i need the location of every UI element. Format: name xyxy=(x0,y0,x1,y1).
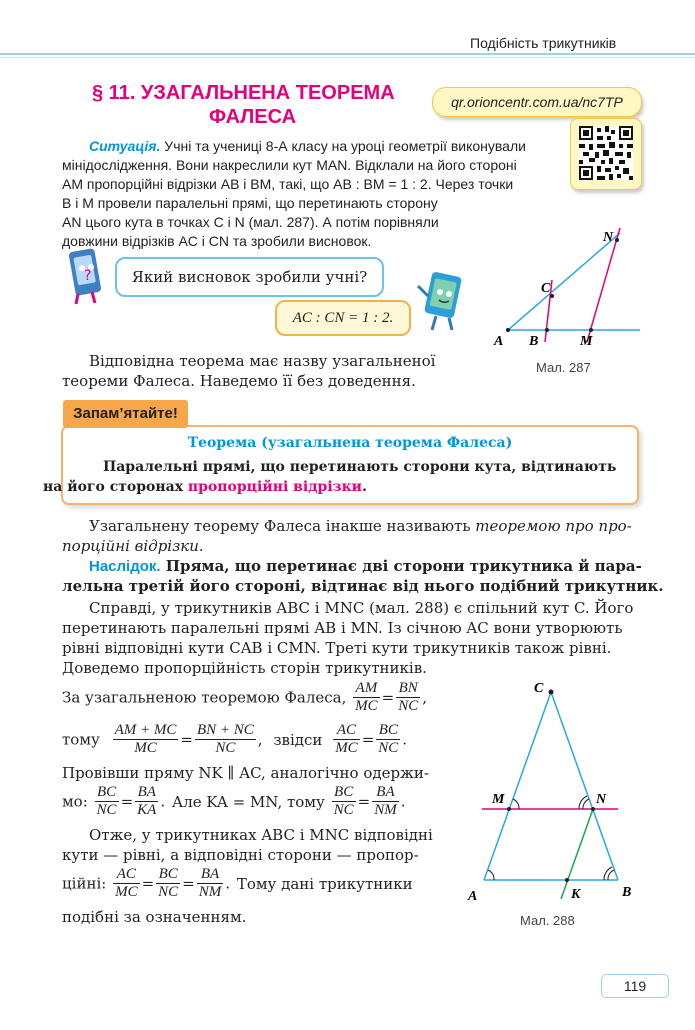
label-A: A xyxy=(468,889,478,904)
situation-line-2: мінідослідження. Вони накреслили кут MAN. Відклали на його стороні xyxy=(62,157,517,173)
formula-line-2: тому $\frac{AM + MC}{MC}$ = $\frac{BN + NC}{NC}$ , звідси $\frac{AC}{MC}$ = $\frac{BC}{NC}$ . xyxy=(62,722,408,756)
corollary-line-1: Наслідок. Пряма, що перетинає дві сторони трикутника й пара- xyxy=(89,557,642,575)
fraction: $\frac{BA}{KA}$ xyxy=(137,784,157,818)
question-bubble: Який висновок зробили учні? xyxy=(115,257,384,297)
situation-label: Ситуація. xyxy=(89,138,161,154)
formula-line-1: За узагальненою теоремою Фалеса, $\frac{AM}{MC}$ = $\frac{BN}{NC}$ , xyxy=(62,680,428,714)
theorem-box xyxy=(43,425,639,505)
situation-paragraph: Ситуація. Учні та учениці 8-А класу на уроці геометрії виконували xyxy=(89,138,526,154)
corollary-label: Наслідок. xyxy=(89,558,161,575)
fraction: $\frac{BC}{NC}$ xyxy=(378,722,399,756)
formula-line-4: ційні: $\frac{AC}{MC}$ = $\frac{BC}{NC}$ = $\frac{BA}{NM}$ . Тому дані трикутники xyxy=(62,866,413,900)
corollary-line-2: лельна третій його стороні, відтинає від нього подібний трикутник. xyxy=(62,577,664,595)
intro-line-2: теореми Фалеса. Наведемо її без доведення. xyxy=(62,372,416,390)
fraction: $\frac{BN}{NC}$ xyxy=(398,680,419,714)
figure-288-caption: Мал. 288 xyxy=(520,913,575,928)
intro-line-1: Відповідна теорема має назву узагальненої xyxy=(89,352,436,370)
side-CB xyxy=(551,692,618,880)
theorem-title: Теорема (узагальнена теорема Фалеса) xyxy=(187,435,513,451)
fraction: $\frac{AC}{MC}$ xyxy=(115,866,138,900)
fraction: $\frac{AC}{MC}$ xyxy=(335,722,358,756)
section-title-line2: ФАЛЕСА xyxy=(209,106,297,128)
remember-label: Запам’ятайте! xyxy=(63,400,188,428)
figure-287-caption: Мал. 287 xyxy=(536,360,591,375)
side-CA xyxy=(484,692,551,880)
fraction: $\frac{BA}{NM}$ xyxy=(374,784,397,818)
label-N: N xyxy=(596,792,607,807)
p6-line-2: кути — рівні, а відповідні сторони — пропор- xyxy=(62,846,419,864)
line-NK xyxy=(561,809,593,899)
fraction: $\frac{BN + NC}{NC}$ xyxy=(196,722,254,756)
p2-line-2: перетинають паралельні прямі AB і MN. Із січною AC вони утворюють xyxy=(62,619,623,637)
label-B: B xyxy=(622,885,632,900)
situation-line-3: AM пропорційні відрізки AB і BM, такі, що AB : BM = 1 : 2. Через точки xyxy=(62,176,514,192)
fraction: $\frac{AM}{MC}$ xyxy=(355,680,378,714)
line-MN xyxy=(587,228,620,342)
label-B: B xyxy=(529,334,539,349)
p6-line-1: Отже, у трикутниках ABC і MNC відповідні xyxy=(89,826,433,844)
label-A: A xyxy=(494,334,504,349)
p2-line-3: рівні відповідні кути CAB і CMN. Треті кути трикутників також рівні. xyxy=(62,639,612,657)
section-title: § 11. УЗАГАЛЬНЕНА ТЕОРЕМА xyxy=(92,82,395,104)
p5-line-1: Провівши пряму NK ∥ AC, аналогічно одержи- xyxy=(62,764,429,782)
p1-line-2: порційні відрізки. xyxy=(62,537,204,555)
resource-link[interactable]: qr.orioncentr.com.ua/nc7TP xyxy=(432,87,642,117)
p1-line-1: Узагальнену теорему Фалеса інакше називають теоремою про про- xyxy=(89,517,632,535)
fraction: $\frac{AM + MC}{MC}$ xyxy=(114,722,177,756)
fraction: $\frac{BA}{NM}$ xyxy=(198,866,222,900)
header-rule xyxy=(0,53,695,55)
situation-line-6: довжини відрізків AC і CN та зробили висновок. xyxy=(62,233,372,249)
label-M: M xyxy=(580,334,593,349)
label-M: M xyxy=(492,792,505,807)
label-C: C xyxy=(534,681,544,696)
fraction: $\frac{BC}{NC}$ xyxy=(158,866,179,900)
fraction: $\frac{BC}{NC}$ xyxy=(96,784,117,818)
fraction: $\frac{BC}{NC}$ xyxy=(333,784,354,818)
situation-line-4: B і M провели паралельні прямі, що перетинають сторону xyxy=(62,195,438,211)
situation-line-5: AN цього кута в точках C і N (мал. 287). А потім порівняли xyxy=(62,214,439,230)
formula-line-3: мо: $\frac{BC}{NC}$ = $\frac{BA}{KA}$ . Але KA = MN, тому $\frac{BC}{NC}$ = $\frac{BA}{NM}$ . xyxy=(62,784,406,818)
label-C: C xyxy=(541,281,551,296)
running-title: Подібність трикутників xyxy=(470,35,617,51)
tablet-character-illustration xyxy=(414,272,470,334)
answer-bubble: AC : CN = 1 : 2. xyxy=(275,300,411,336)
p6-line-4: подібні за означенням. xyxy=(62,908,247,926)
p2-line-4: Доведемо пропорційність сторін трикутників. xyxy=(62,659,427,677)
p2-line-1: Справді, у трикутників ABC і MNC (мал. 288) є спільний кут C. Його xyxy=(89,599,634,617)
figure-288 xyxy=(462,672,642,912)
header-rule-thin xyxy=(0,57,695,58)
phone-character-illustration xyxy=(62,246,114,306)
label-K: K xyxy=(571,887,581,902)
figure-287 xyxy=(486,220,656,380)
theorem-text: Паралельні прямі, що перетинають сторони кута, відтинають на його сторонах пропорційні відрізки. xyxy=(43,459,617,495)
label-N: N xyxy=(603,230,614,245)
page-number: 119 xyxy=(601,974,669,998)
line-AN xyxy=(508,233,620,330)
svg-text:?: ? xyxy=(84,268,92,284)
